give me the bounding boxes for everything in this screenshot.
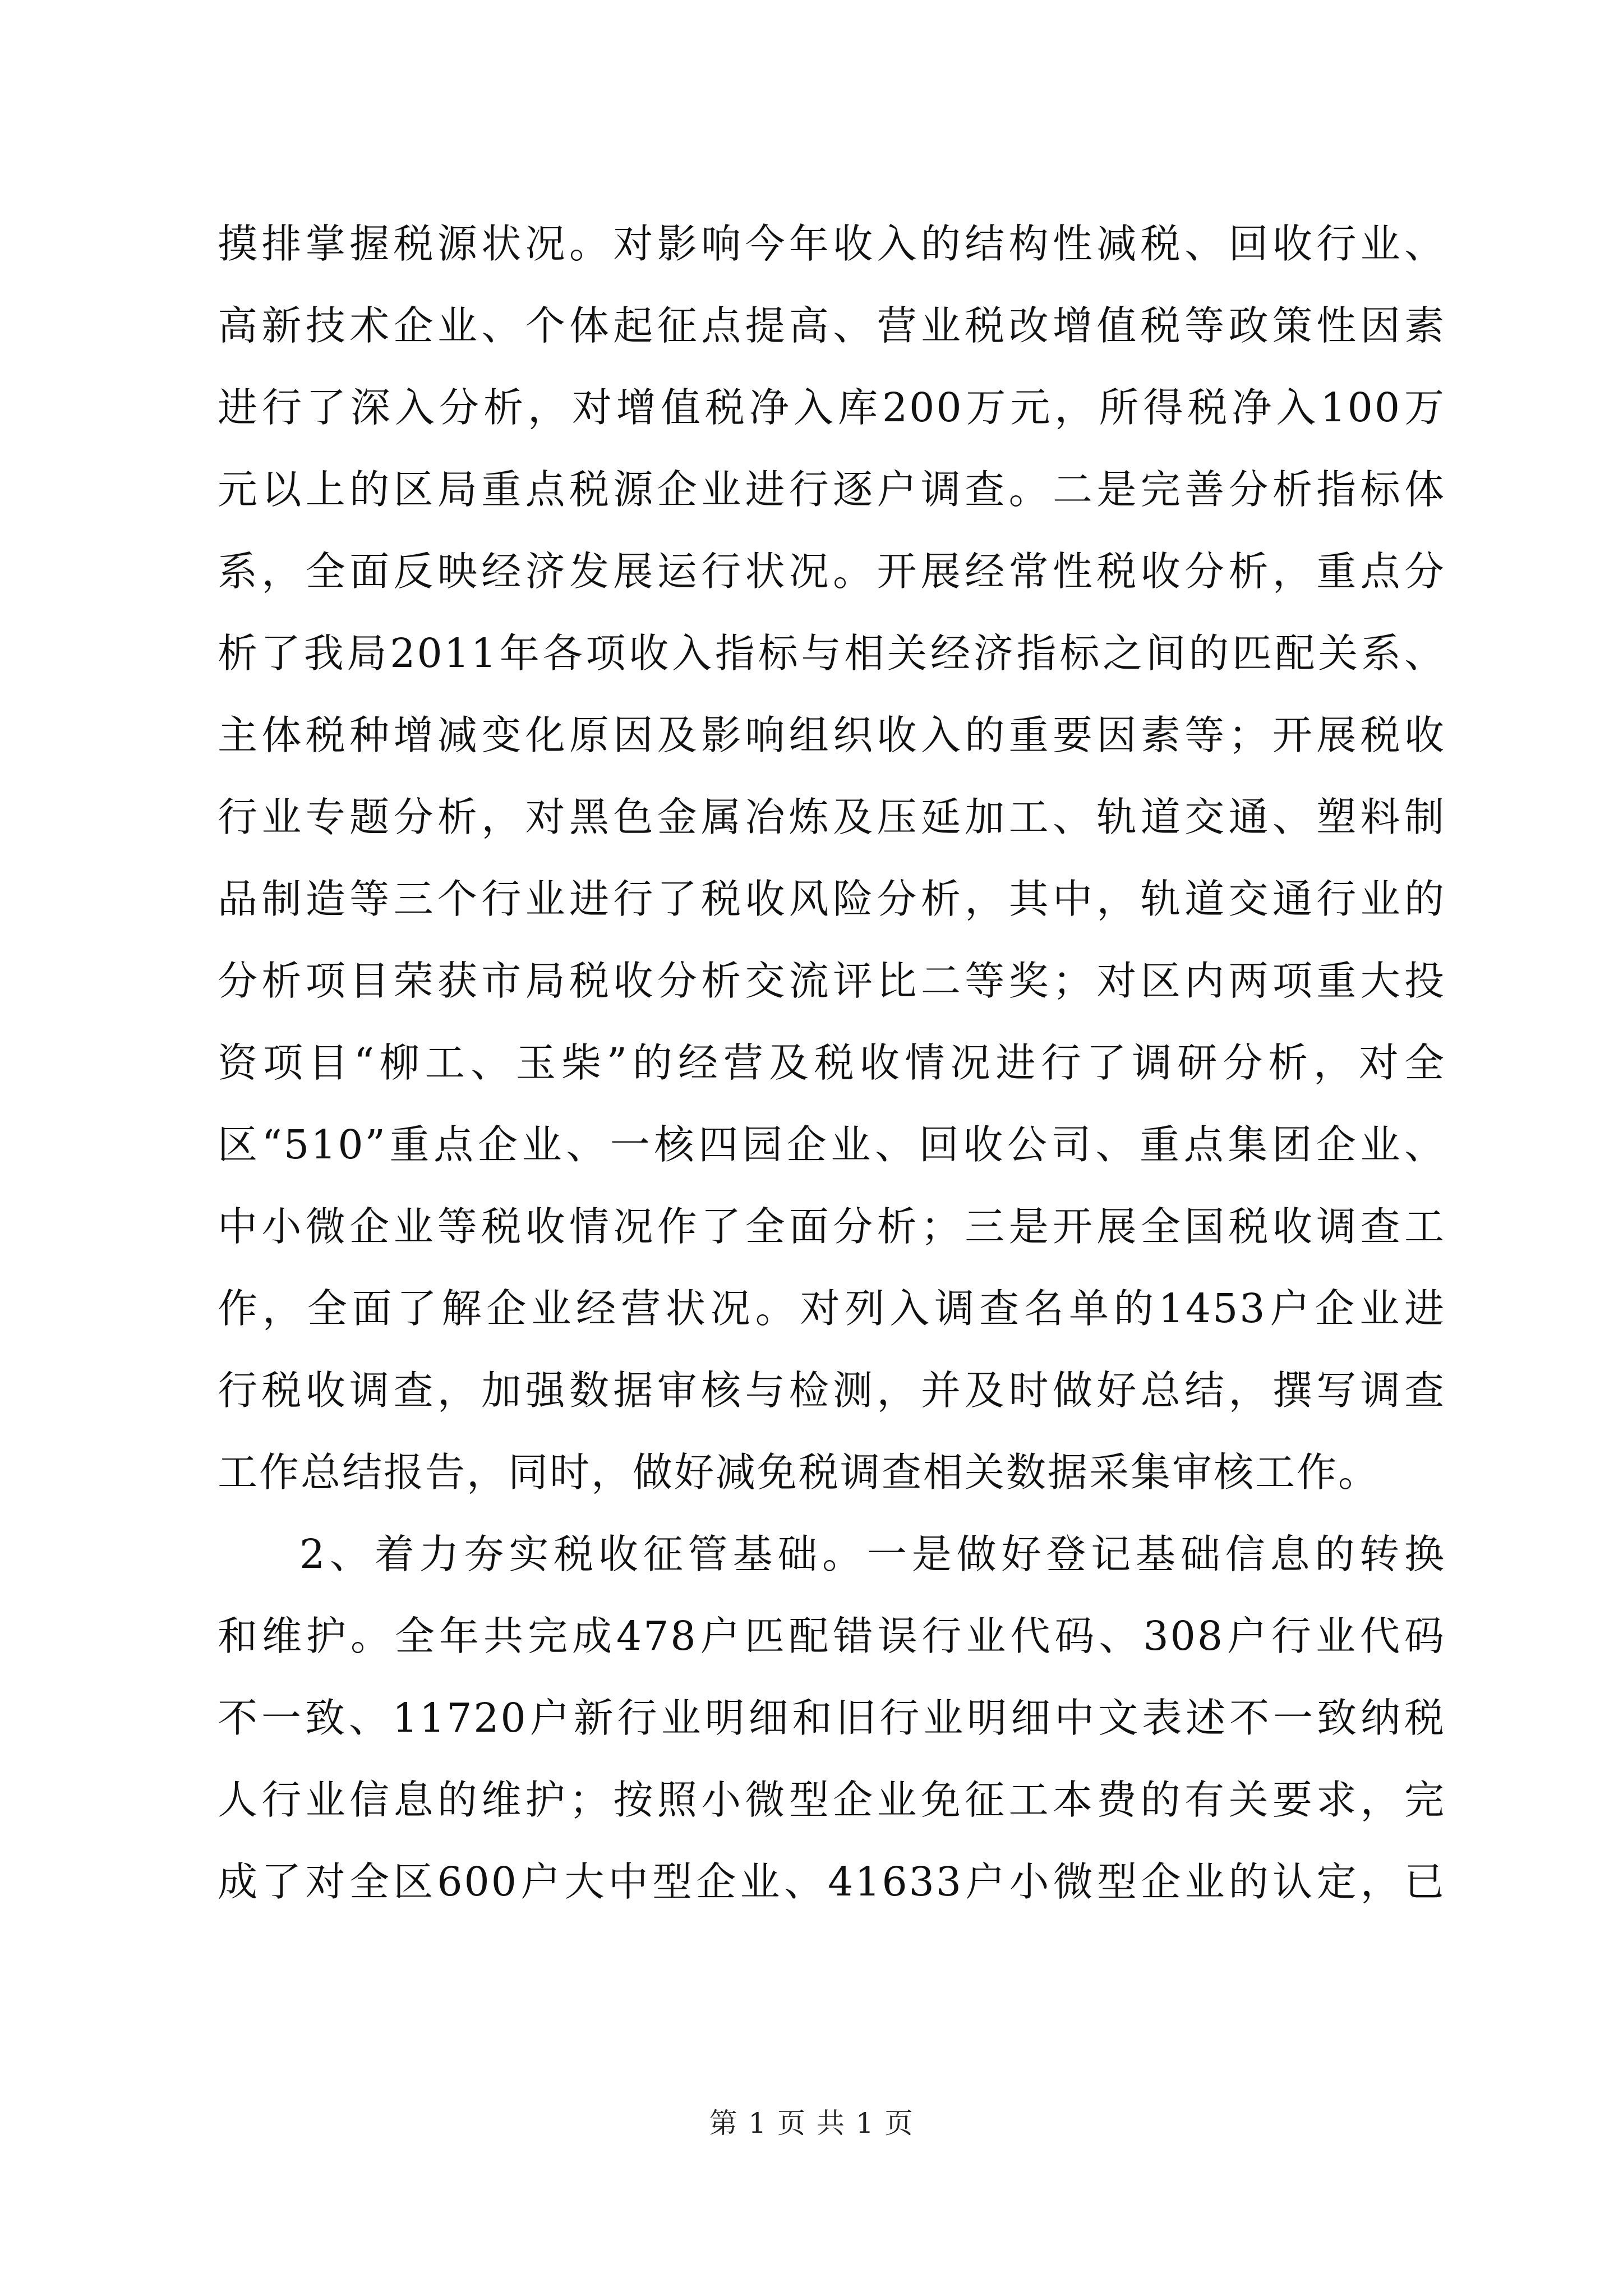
- text-line: 进行了深入分析，对增值税净入库200万元，所得税净入100万: [218, 384, 1446, 431]
- text-line: 区“510”重点企业、一核四园企业、回收公司、重点集团企业、: [218, 1121, 1446, 1168]
- text-line: 行税收调查，加强数据审核与检测，并及时做好总结，撰写调查: [218, 1367, 1446, 1414]
- text-line: 资项目“柳工、玉柴”的经营及税收情况进行了调研分析，对全: [218, 1039, 1446, 1086]
- text-line: 摸排掌握税源状况。对影响今年收入的结构性减税、回收行业、: [218, 220, 1446, 267]
- text-line: 工作总结报告，同时，做好减免税调查相关数据采集审核工作。: [218, 1449, 1380, 1496]
- text-line: 主体税种增减变化原因及影响组织收入的重要因素等；开展税收: [218, 712, 1446, 758]
- page-footer: 第 1 页 共 1 页: [709, 2107, 914, 2139]
- text-line: 中小微企业等税收情况作了全面分析；三是开展全国税收调查工: [218, 1203, 1446, 1250]
- text-line: 行业专题分析，对黑色金属冶炼及压延加工、轨道交通、塑料制: [218, 794, 1446, 840]
- text-line: 分析项目荣获市局税收分析交流评比二等奖；对区内两项重大投: [218, 958, 1446, 1004]
- text-line: 元以上的区局重点税源企业进行逐户调查。二是完善分析指标体: [218, 466, 1446, 513]
- text-line: 品制造等三个行业进行了税收风险分析，其中，轨道交通行业的: [218, 876, 1446, 922]
- document-body: [218, 203, 1446, 1923]
- text-line: 不一致、11720户新行业明细和旧行业明细中文表述不一致纳税: [218, 1695, 1446, 1741]
- text-line: 和维护。全年共完成478户匹配错误行业代码、308户行业代码: [218, 1613, 1446, 1659]
- text-line: 作，全面了解企业经营状况。对列入调查名单的1453户企业进: [218, 1285, 1446, 1332]
- paragraph-start-line: 2、着力夯实税收征管基础。一是做好登记基础信息的转换: [299, 1531, 1446, 1577]
- text-line: 析了我局2011年各项收入指标与相关经济指标之间的匹配关系、: [218, 630, 1446, 677]
- text-line: 成了对全区600户大中型企业、41633户小微型企业的认定，已: [218, 1858, 1446, 1905]
- text-line: 高新技术企业、个体起征点提高、营业税改增值税等政策性因素: [218, 302, 1446, 349]
- text-line: 人行业信息的维护；按照小微型企业免征工本费的有关要求，完: [218, 1777, 1446, 1823]
- text-line: 系，全面反映经济发展运行状况。开展经常性税收分析，重点分: [218, 548, 1446, 595]
